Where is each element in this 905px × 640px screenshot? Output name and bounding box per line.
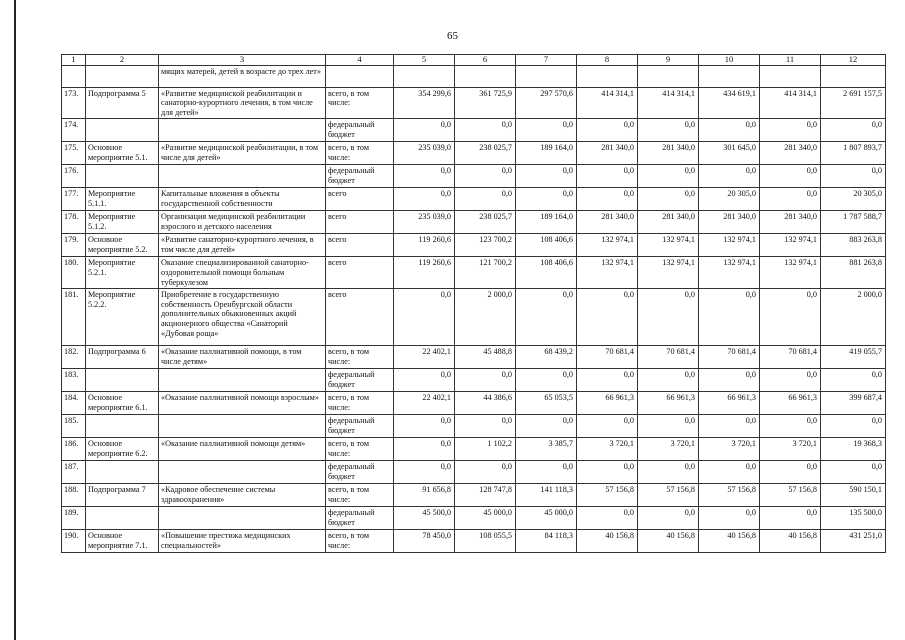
amount-cell: 3 720,1: [638, 438, 699, 461]
amount-cell: 0,0: [821, 369, 886, 392]
amount-cell: 0,0: [699, 369, 760, 392]
amount-cell: 0,0: [577, 369, 638, 392]
activity-name: Капитальные вложения в объекты государственной собственности: [159, 188, 326, 211]
amount-cell: 235 039,0: [394, 142, 455, 165]
amount-cell: 0,0: [638, 119, 699, 142]
column-header: 7: [516, 55, 577, 66]
funding-source: федеральный бюджет: [326, 119, 394, 142]
amount-cell: 40 156,8: [638, 530, 699, 553]
funding-source: всего, в том числе:: [326, 346, 394, 369]
amount-cell: 354 299,6: [394, 87, 455, 119]
funding-source: всего: [326, 289, 394, 346]
amount-cell: 0,0: [577, 165, 638, 188]
funding-source: всего: [326, 211, 394, 234]
amount-cell: 70 681,4: [577, 346, 638, 369]
amount-cell: 0,0: [760, 289, 821, 346]
amount-cell: 235 039,0: [394, 211, 455, 234]
table-row: [62, 165, 886, 188]
amount-cell: 0,0: [699, 289, 760, 346]
row-number: 182.: [62, 346, 86, 369]
funding-source: федеральный бюджет: [326, 507, 394, 530]
amount-cell: 119 260,6: [394, 257, 455, 289]
amount-cell: 281 340,0: [760, 142, 821, 165]
amount-cell: 0,0: [577, 119, 638, 142]
amount-cell: 0,0: [821, 461, 886, 484]
amount-cell: 3 720,1: [760, 438, 821, 461]
amount-cell: 22 402,1: [394, 392, 455, 415]
page-number: 65: [447, 30, 458, 42]
row-number: 186.: [62, 438, 86, 461]
amount-cell: 45 500,0: [394, 507, 455, 530]
activity-name: «Оказание паллиативной помощи детям»: [159, 438, 326, 461]
amount-cell: 0,0: [394, 438, 455, 461]
program-name: Основное мероприятие 5.1.: [86, 142, 159, 165]
funding-source: всего, в том числе:: [326, 438, 394, 461]
amount-cell: 0,0: [638, 188, 699, 211]
amount-cell: 84 118,3: [516, 530, 577, 553]
amount-cell: 108 055,5: [455, 530, 516, 553]
amount-cell: 419 055,7: [821, 346, 886, 369]
column-header: 10: [699, 55, 760, 66]
amount-cell: 0,0: [394, 415, 455, 438]
header-row: [62, 55, 886, 66]
amount-cell: 414 314,1: [577, 87, 638, 119]
amount-cell: 132 974,1: [577, 257, 638, 289]
amount-cell: 0,0: [760, 119, 821, 142]
amount-cell: 0,0: [394, 289, 455, 346]
amount-cell: 434 619,1: [699, 87, 760, 119]
amount-cell: 361 725,9: [455, 87, 516, 119]
scan-left-edge: [14, 0, 16, 640]
activity-name: [159, 461, 326, 484]
activity-name: «Развитие медицинской реабилитации и санаторно-курортного лечения, в том числе для детей»: [159, 87, 326, 119]
row-number: 183.: [62, 369, 86, 392]
amount-cell: 132 974,1: [638, 234, 699, 257]
program-name: Подпрограмма 5: [86, 87, 159, 119]
amount-cell: 57 156,8: [577, 484, 638, 507]
amount-cell: 1 807 893,7: [821, 142, 886, 165]
activity-name: «Оказание паллиативной помощи, в том числе детям»: [159, 346, 326, 369]
amount-cell: 66 961,3: [699, 392, 760, 415]
amount-cell: 0,0: [455, 165, 516, 188]
funding-source: всего: [326, 188, 394, 211]
funding-source: федеральный бюджет: [326, 165, 394, 188]
amount-cell: 91 656,8: [394, 484, 455, 507]
amount-cell: 0,0: [394, 188, 455, 211]
row-number: 184.: [62, 392, 86, 415]
amount-cell: 0,0: [516, 369, 577, 392]
amount-cell: 108 406,6: [516, 234, 577, 257]
program-name: Мероприятие 5.1.2.: [86, 211, 159, 234]
amount-cell: 132 974,1: [699, 234, 760, 257]
row-number: 174.: [62, 119, 86, 142]
amount-cell: 0,0: [638, 507, 699, 530]
amount-cell: 0,0: [699, 507, 760, 530]
column-header: 1: [62, 55, 86, 66]
amount-cell: 881 263,8: [821, 257, 886, 289]
table-row: [62, 289, 886, 346]
amount-cell: 0,0: [516, 415, 577, 438]
amount-cell: 0,0: [699, 461, 760, 484]
table-row: [62, 87, 886, 119]
amount-cell: 68 439,2: [516, 346, 577, 369]
amount-cell: 414 314,1: [760, 87, 821, 119]
amount-cell: 0,0: [394, 119, 455, 142]
amount-cell: 0,0: [516, 165, 577, 188]
table-row: [62, 257, 886, 289]
amount-cell: 66 961,3: [760, 392, 821, 415]
amount-cell: 123 700,2: [455, 234, 516, 257]
program-name: [86, 369, 159, 392]
amount-cell: 0,0: [760, 461, 821, 484]
program-name: Основное мероприятие 7.1.: [86, 530, 159, 553]
row-number: 185.: [62, 415, 86, 438]
amount-cell: 0,0: [455, 461, 516, 484]
amount-cell: 281 340,0: [699, 211, 760, 234]
amount-cell: 132 974,1: [699, 257, 760, 289]
amount-cell: 0,0: [760, 507, 821, 530]
amount-cell: 0,0: [638, 369, 699, 392]
table-row: [62, 369, 886, 392]
amount-cell: 0,0: [394, 369, 455, 392]
row-number: 178.: [62, 211, 86, 234]
activity-name: [159, 507, 326, 530]
amount-cell: 189 164,0: [516, 211, 577, 234]
row-number: 190.: [62, 530, 86, 553]
program-name: [86, 165, 159, 188]
amount-cell: 883 263,8: [821, 234, 886, 257]
amount-cell: 132 974,1: [760, 257, 821, 289]
amount-cell: 119 260,6: [394, 234, 455, 257]
amount-cell: 281 340,0: [577, 211, 638, 234]
amount-cell: 22 402,1: [394, 346, 455, 369]
program-name: [86, 507, 159, 530]
row-number: 180.: [62, 257, 86, 289]
amount-cell: 57 156,8: [638, 484, 699, 507]
amount-cell: 19 368,3: [821, 438, 886, 461]
table-row: [62, 438, 886, 461]
funding-source: федеральный бюджет: [326, 415, 394, 438]
column-header: 6: [455, 55, 516, 66]
amount-cell: 0,0: [699, 415, 760, 438]
row-number: 188.: [62, 484, 86, 507]
column-header: 8: [577, 55, 638, 66]
amount-cell: 70 681,4: [699, 346, 760, 369]
activity-name: Приобретение в государственную собственность Оренбургской области дополнительных обыкновенных акций акционерного общества «Санаторий «Дубовая роща»: [159, 289, 326, 346]
amount-cell: 2 691 157,5: [821, 87, 886, 119]
program-name: Мероприятие 5.1.1.: [86, 188, 159, 211]
funding-source: всего, в том числе:: [326, 87, 394, 119]
table-row: [62, 234, 886, 257]
amount-cell: 0,0: [699, 119, 760, 142]
amount-cell: 65 053,5: [516, 392, 577, 415]
program-name: Основное мероприятие 6.2.: [86, 438, 159, 461]
amount-cell: 0,0: [760, 415, 821, 438]
amount-cell: 297 570,6: [516, 87, 577, 119]
amount-cell: 141 118,3: [516, 484, 577, 507]
column-header: 3: [159, 55, 326, 66]
table-row: [62, 415, 886, 438]
row-number: 187.: [62, 461, 86, 484]
amount-cell: 0,0: [577, 289, 638, 346]
amount-cell: 45 000,0: [455, 507, 516, 530]
table-row: [62, 461, 886, 484]
amount-cell: 238 025,7: [455, 142, 516, 165]
amount-cell: 66 961,3: [638, 392, 699, 415]
activity-name: «Повышение престижа медицинских специальностей»: [159, 530, 326, 553]
amount-cell: 45 000,0: [516, 507, 577, 530]
activity-name: «Кадровое обеспечение системы здравоохранения»: [159, 484, 326, 507]
table-row: [62, 507, 886, 530]
program-name: Основное мероприятие 5.2.: [86, 234, 159, 257]
amount-cell: 2 000,0: [455, 289, 516, 346]
column-header: 4: [326, 55, 394, 66]
column-header: 9: [638, 55, 699, 66]
amount-cell: 0,0: [760, 369, 821, 392]
table-row: [62, 211, 886, 234]
activity-name: «Развитие санаторно-курортного лечения, в том числе для детей»: [159, 234, 326, 257]
amount-cell: 132 974,1: [760, 234, 821, 257]
amount-cell: 0,0: [577, 507, 638, 530]
activity-name: [159, 119, 326, 142]
amount-cell: 70 681,4: [638, 346, 699, 369]
amount-cell: 0,0: [821, 119, 886, 142]
table-row: [62, 392, 886, 415]
amount-cell: 45 488,8: [455, 346, 516, 369]
amount-cell: 399 687,4: [821, 392, 886, 415]
amount-cell: 281 340,0: [577, 142, 638, 165]
funding-source: всего, в том числе:: [326, 142, 394, 165]
amount-cell: 0,0: [821, 415, 886, 438]
budget-table: [61, 54, 886, 553]
activity-name: «Оказание паллиативной помощи взрослым»: [159, 392, 326, 415]
amount-cell: 281 340,0: [638, 211, 699, 234]
amount-cell: 108 406,6: [516, 257, 577, 289]
activity-name: «Развитие медицинской реабилитации, в том числе для детей»: [159, 142, 326, 165]
amount-cell: 0,0: [821, 165, 886, 188]
table-row: [62, 142, 886, 165]
amount-cell: 57 156,8: [699, 484, 760, 507]
funding-source: федеральный бюджет: [326, 369, 394, 392]
amount-cell: 189 164,0: [516, 142, 577, 165]
amount-cell: 3 720,1: [577, 438, 638, 461]
amount-cell: 281 340,0: [638, 142, 699, 165]
amount-cell: 0,0: [455, 415, 516, 438]
program-name: Основное мероприятие 6.1.: [86, 392, 159, 415]
table-row: [62, 188, 886, 211]
table-row: [62, 484, 886, 507]
amount-cell: 135 500,0: [821, 507, 886, 530]
amount-cell: 0,0: [760, 165, 821, 188]
amount-cell: 1 787 588,7: [821, 211, 886, 234]
amount-cell: 0,0: [455, 119, 516, 142]
amount-cell: 0,0: [455, 369, 516, 392]
amount-cell: 70 681,4: [760, 346, 821, 369]
program-name: Мероприятие 5.2.1.: [86, 257, 159, 289]
column-header: 5: [394, 55, 455, 66]
amount-cell: 0,0: [516, 188, 577, 211]
program-name: [86, 461, 159, 484]
row-number: 179.: [62, 234, 86, 257]
amount-cell: 0,0: [394, 461, 455, 484]
amount-cell: 40 156,8: [699, 530, 760, 553]
amount-cell: 78 450,0: [394, 530, 455, 553]
continuation-text: мящих матерей, детей в возрасте до трех лет»: [159, 65, 326, 87]
amount-cell: 20 305,0: [699, 188, 760, 211]
column-header: 11: [760, 55, 821, 66]
amount-cell: 0,0: [638, 289, 699, 346]
amount-cell: 0,0: [638, 165, 699, 188]
amount-cell: 0,0: [577, 188, 638, 211]
activity-name: Организация медицинской реабилитации взрослого и детского населения: [159, 211, 326, 234]
program-name: Подпрограмма 7: [86, 484, 159, 507]
table-row: [62, 119, 886, 142]
amount-cell: 0,0: [516, 119, 577, 142]
program-name: [86, 415, 159, 438]
amount-cell: 40 156,8: [577, 530, 638, 553]
row-number: 175.: [62, 142, 86, 165]
amount-cell: 0,0: [577, 415, 638, 438]
program-name: [86, 119, 159, 142]
amount-cell: 431 251,0: [821, 530, 886, 553]
table-row: [62, 530, 886, 553]
table-row: [62, 346, 886, 369]
amount-cell: 121 700,2: [455, 257, 516, 289]
amount-cell: 57 156,8: [760, 484, 821, 507]
amount-cell: 2 000,0: [821, 289, 886, 346]
amount-cell: 414 314,1: [638, 87, 699, 119]
program-name: Мероприятие 5.2.2.: [86, 289, 159, 346]
amount-cell: 0,0: [638, 461, 699, 484]
funding-source: всего: [326, 257, 394, 289]
row-number: 173.: [62, 87, 86, 119]
funding-source: всего: [326, 234, 394, 257]
amount-cell: 0,0: [516, 461, 577, 484]
amount-cell: 238 025,7: [455, 211, 516, 234]
funding-source: всего, в том числе:: [326, 530, 394, 553]
program-name: Подпрограмма 6: [86, 346, 159, 369]
row-number: 176.: [62, 165, 86, 188]
amount-cell: 20 305,0: [821, 188, 886, 211]
amount-cell: 132 974,1: [638, 257, 699, 289]
activity-name: [159, 165, 326, 188]
amount-cell: 1 102,2: [455, 438, 516, 461]
amount-cell: 0,0: [699, 165, 760, 188]
amount-cell: 0,0: [577, 461, 638, 484]
funding-source: всего, в том числе:: [326, 392, 394, 415]
activity-name: Оказание специализированной санаторно-оздоровительной помощи больным туберкулезом: [159, 257, 326, 289]
amount-cell: 0,0: [394, 165, 455, 188]
amount-cell: 0,0: [516, 289, 577, 346]
row-number: 177.: [62, 188, 86, 211]
amount-cell: 132 974,1: [577, 234, 638, 257]
column-header: 2: [86, 55, 159, 66]
amount-cell: 0,0: [455, 188, 516, 211]
amount-cell: 3 720,1: [699, 438, 760, 461]
amount-cell: 40 156,8: [760, 530, 821, 553]
amount-cell: 44 386,6: [455, 392, 516, 415]
funding-source: всего, в том числе:: [326, 484, 394, 507]
funding-source: федеральный бюджет: [326, 461, 394, 484]
activity-name: [159, 369, 326, 392]
amount-cell: 128 747,8: [455, 484, 516, 507]
row-number: 181.: [62, 289, 86, 346]
amount-cell: 590 150,1: [821, 484, 886, 507]
amount-cell: 0,0: [638, 415, 699, 438]
amount-cell: 66 961,3: [577, 392, 638, 415]
activity-name: [159, 415, 326, 438]
amount-cell: 0,0: [760, 188, 821, 211]
row-number: 189.: [62, 507, 86, 530]
amount-cell: 301 645,0: [699, 142, 760, 165]
column-header: 12: [821, 55, 886, 66]
continuation-row: [62, 65, 886, 87]
amount-cell: 3 385,7: [516, 438, 577, 461]
amount-cell: 281 340,0: [760, 211, 821, 234]
